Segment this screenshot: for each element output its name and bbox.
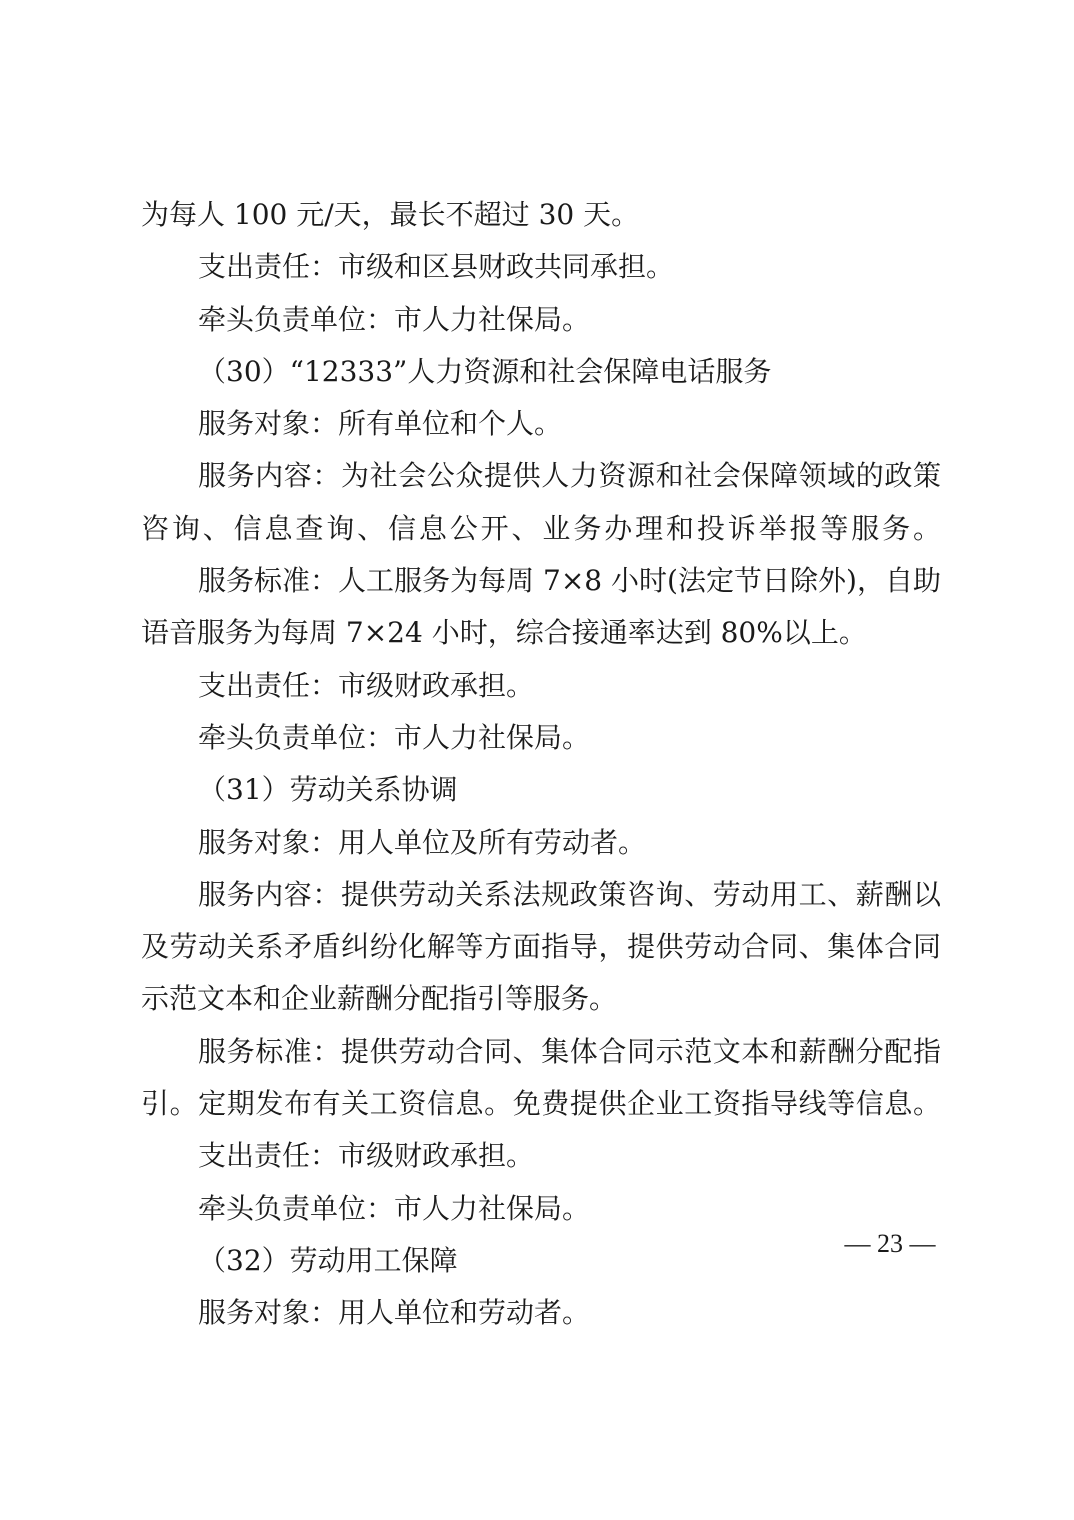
text-line: 服务标准：人工服务为每周 7×8 小时(法定节日除外)，自助 <box>198 564 941 598</box>
text-line: 语音服务为每周 7×24 小时，综合接通率达到 80%以上。 <box>141 616 867 650</box>
text-line: 服务对象：用人单位和劳动者。 <box>198 1296 591 1330</box>
page-number: — 23 — <box>844 1229 936 1258</box>
text-line: 引。定期发布有关工资信息。免费提供企业工资指导线等信息。 <box>141 1087 941 1121</box>
text-line: 服务标准：提供劳动合同、集体合同示范文本和薪酬分配指 <box>198 1034 941 1068</box>
text-line: 牵头负责单位：市人力社保局。 <box>198 302 591 336</box>
text-line: 支出责任：市级和区县财政共同承担。 <box>198 250 675 284</box>
text-line: 服务内容：提供劳动关系法规政策咨询、劳动用工、薪酬以 <box>198 877 941 911</box>
text-line: 服务对象：用人单位及所有劳动者。 <box>198 825 647 859</box>
text-line: 牵头负责单位：市人力社保局。 <box>198 1191 591 1225</box>
body-text <box>141 189 941 1340</box>
text-line: 支出责任：市级财政承担。 <box>198 1139 535 1173</box>
text-line: 咨询、信息查询、信息公开、业务办理和投诉举报等服务。 <box>141 511 941 545</box>
text-line: 为每人 100 元/天，最长不超过 30 天。 <box>141 198 640 231</box>
text-line: 服务内容：为社会公众提供人力资源和社会保障领域的政策 <box>198 459 941 493</box>
text-line: 及劳动关系矛盾纠纷化解等方面指导，提供劳动合同、集体合同 <box>141 930 941 964</box>
text-line: 支出责任：市级财政承担。 <box>198 668 535 702</box>
text-line: 牵头负责单位：市人力社保局。 <box>198 720 591 754</box>
section-heading-31: （31）劳动关系协调 <box>198 773 458 807</box>
section-heading-30: （30）“12333”人力资源和社会保障电话服务 <box>198 354 772 388</box>
section-heading-32: （32）劳动用工保障 <box>198 1243 458 1277</box>
text-line: 示范文本和企业薪酬分配指引等服务。 <box>141 982 618 1016</box>
text-line: 服务对象：所有单位和个人。 <box>198 407 563 441</box>
